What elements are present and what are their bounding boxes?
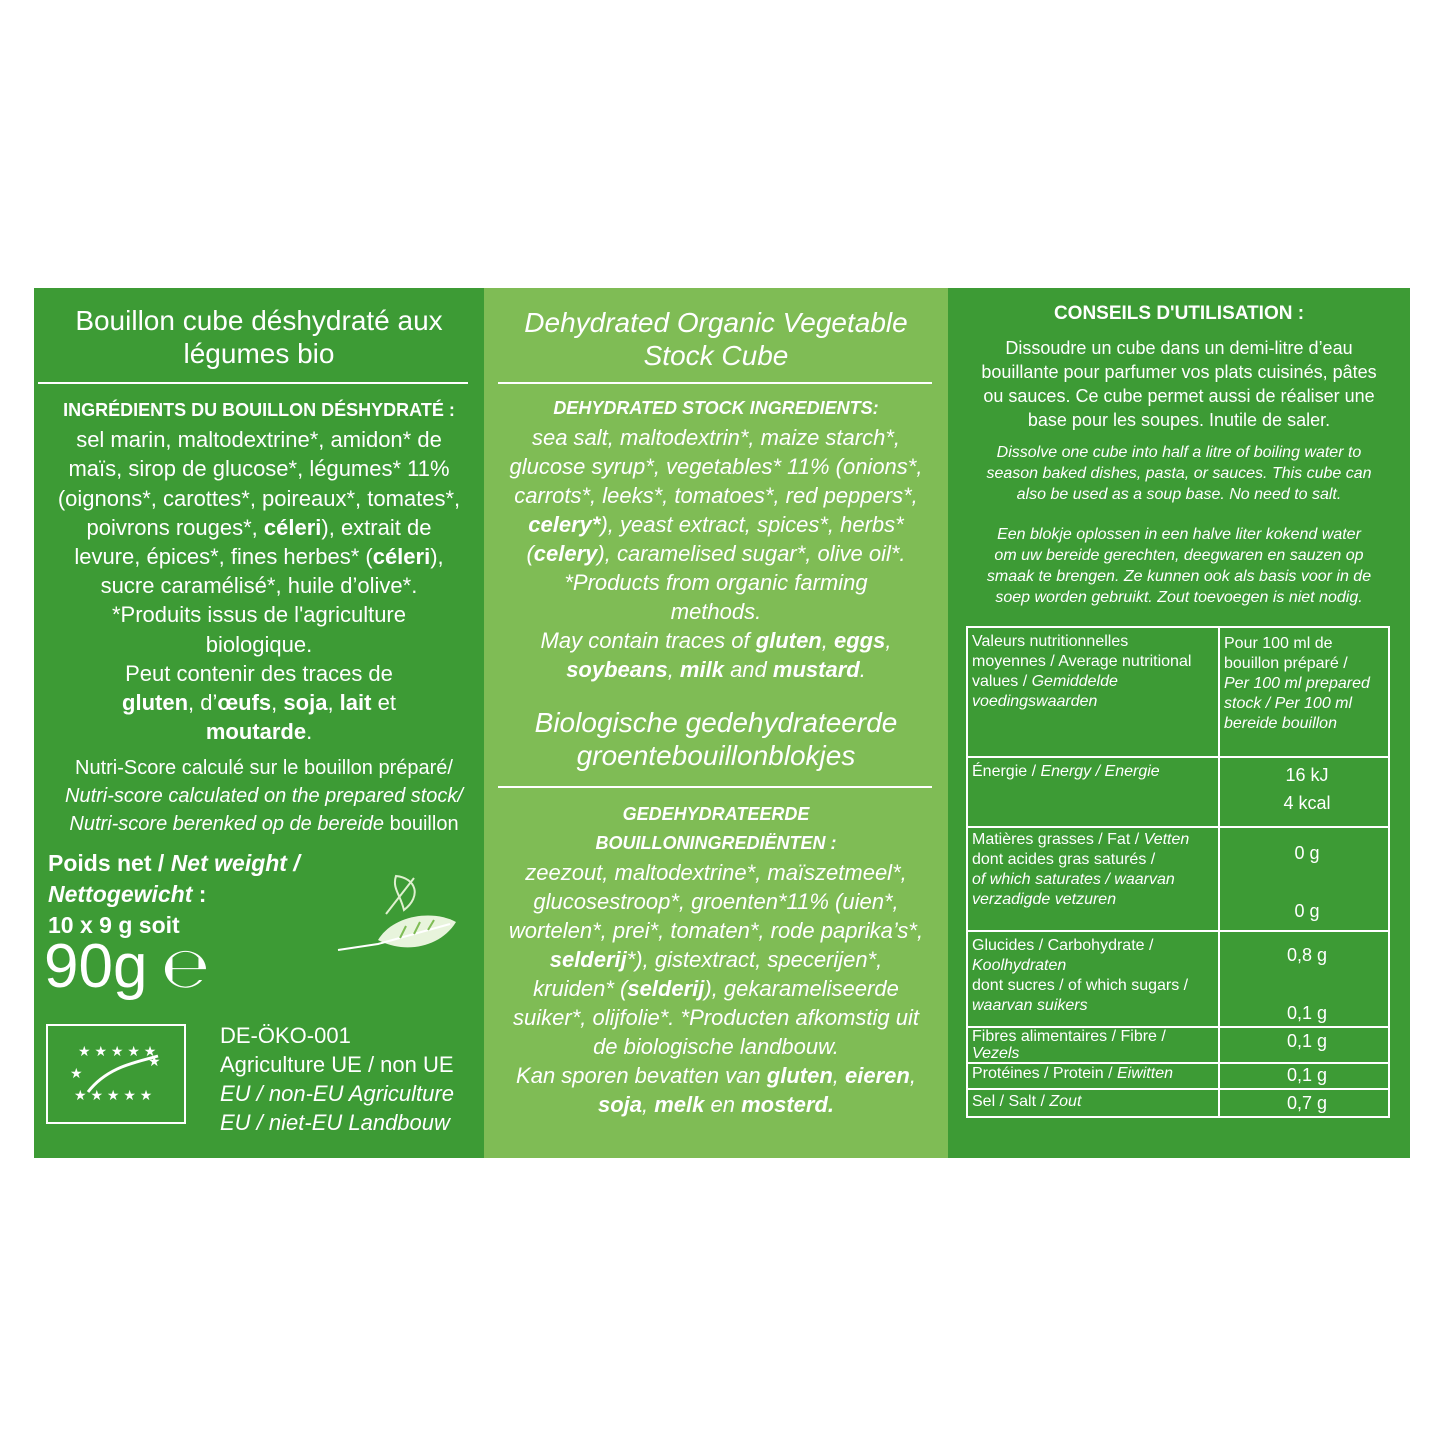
table-row-carb-label: Glucides / Carbohydrate / Koolhydraten dont sucres / of which sugars / waarvan suikers xyxy=(972,937,1189,1014)
table-row-fat-label: Matières grasses / Fat / Vetten dont acides gras saturés / of which saturates / waarvan verzadigde vetzuren xyxy=(972,831,1190,908)
protein-value: 0,1 g xyxy=(1286,1065,1328,1085)
usage-heading: CONSEILS D'UTILISATION : xyxy=(1053,303,1305,324)
divider xyxy=(38,382,468,384)
french-ingredients: INGRÉDIENTS DU BOUILLON DÉSHYDRATÉ : sel marin, maltodextrine*, amidon* de maïs, sirop de glucose*, légumes* 11% (oignons*, carottes*, poireaux*, tomates*, poivrons rouges*, céleri), extrait de levure, épices*, fines herbes* (céleri), sucre caramélisé*, huile d’olive*. *Produits issus de l'agriculture biologique. Peut contenir des traces de gluten, d’œufs, soja, lait et moutarde. xyxy=(57,400,461,745)
net-weight-value: 90g ℮ xyxy=(44,932,210,1001)
table-divider xyxy=(1218,628,1220,1116)
table-row-protein-label: Protéines / Protein / Eiwitten xyxy=(972,1065,1173,1082)
usage-english: Dissolve one cube into half a litre of boiling water to season baked dishes, pasta, or sauces. This cube can also be used as a soup base. No need to salt. xyxy=(986,444,1372,503)
salt-value: 0,7 g xyxy=(1286,1093,1328,1113)
estimated-sign: ℮ xyxy=(161,936,210,1001)
table-row-energy-label: Énergie / Energy / Energie xyxy=(972,763,1160,780)
fibre-value: 0,1 g xyxy=(1286,1031,1328,1051)
table-row-fibre-label: Fibres alimentaires / Fibre / Vezels xyxy=(972,1028,1166,1062)
usage-french: Dissoudre un cube dans un demi-litre d’eau bouillante pour parfumer vos plats cuisinés, pâtes ou sauces. Ce cube permet aussi de réaliser une base pour les soupes. Inutile de saler. xyxy=(981,338,1377,430)
energy-kcal: 4 kcal xyxy=(1283,793,1331,813)
dutch-ingredients: GEDEHYDRATEERDE BOUILLONINGREDIËNTEN : zeezout, maltodextrine*, maïszetmeel*, glucosestroop*, groenten*11% (uien*, wortelen*, prei*, tomaten*, rode paprika’s*, selderij*), gistextract, specerijen*, kruiden* (selderij), gekarameliseerde suiker*, olijfolie*. *Producten afkomstig uit de biologische landbouw. Kan sporen bevatten van gluten, eieren, soja, melk en mosterd. xyxy=(508,804,924,1117)
svg-text:★ ★ ★ ★ ★: ★ ★ ★ ★ ★ xyxy=(74,1087,153,1103)
svg-text:★: ★ xyxy=(70,1065,83,1081)
french-panel xyxy=(34,288,484,1158)
eu-leaf-stars-icon xyxy=(48,1026,184,1122)
saturates-value: 0 g xyxy=(1294,901,1320,921)
nutrition-table xyxy=(966,626,1390,1118)
leaf-icon xyxy=(330,870,470,970)
french-title: Bouillon cube déshydraté aux légumes bio xyxy=(75,305,443,369)
eu-organic-logo xyxy=(46,1024,186,1124)
table-header-right: Pour 100 ml de bouillon préparé / Per 100 ml prepared stock / Per 100 ml bereide bouillon xyxy=(1224,635,1370,732)
svg-text:★: ★ xyxy=(148,1053,161,1069)
usage-dutch: Een blokje oplossen in een halve liter kokend water om uw bereide gerechten, deegwaren en sauzen op smaak te brengen. Ze kunnen ook als basis voor in de soep worden gebruikt. Zout toevoegen is niet nodig. xyxy=(986,526,1372,606)
svg-text:★ ★ ★ ★ ★: ★ ★ ★ ★ ★ xyxy=(78,1043,157,1059)
table-header-left: Valeurs nutritionnelles moyennes / Average nutritional values / Gemiddelde voedingswaarden xyxy=(972,633,1192,710)
nutriscore-note: Nutri-Score calculé sur le bouillon préparé/ Nutri-score calculated on the prepared stock/ Nutri-score berenked op de bereide bouillon xyxy=(65,757,463,835)
fat-value: 0 g xyxy=(1294,843,1320,863)
energy-kj: 16 kJ xyxy=(1285,765,1329,785)
english-title: Dehydrated Organic Vegetable Stock Cube xyxy=(524,307,908,371)
sugar-value: 0,1 g xyxy=(1286,1003,1328,1023)
english-ingredients: DEHYDRATED STOCK INGREDIENTS: sea salt, maltodextrin*, maize starch*, glucose syrup*, vegetables* 11% (onions*, carrots*, leeks*, tomatoes*, red peppers*, celery*), yeast extract, spices*, herbs* (celery), caramelised sugar*, olive oil*. *Products from organic farming methods. May contain traces of gluten, eggs, soybeans, milk and mustard. xyxy=(509,398,923,682)
divider xyxy=(498,786,932,788)
net-weight: Poids net / Net weight / Nettogewicht : 10 x 9 g soit xyxy=(48,850,300,938)
carb-value: 0,8 g xyxy=(1286,945,1328,965)
certification-text: DE-ÖKO-001 Agriculture UE / non UE EU / non-EU Agriculture EU / niet-EU Landbouw xyxy=(220,1023,454,1135)
divider xyxy=(498,382,932,384)
usage-nutrition-panel xyxy=(948,288,1410,1158)
table-row-salt-label: Sel / Salt / Zout xyxy=(972,1093,1082,1110)
dutch-title: Biologische gedehydrateerde groentebouillonblokjes xyxy=(534,707,898,771)
english-dutch-panel xyxy=(484,288,948,1158)
